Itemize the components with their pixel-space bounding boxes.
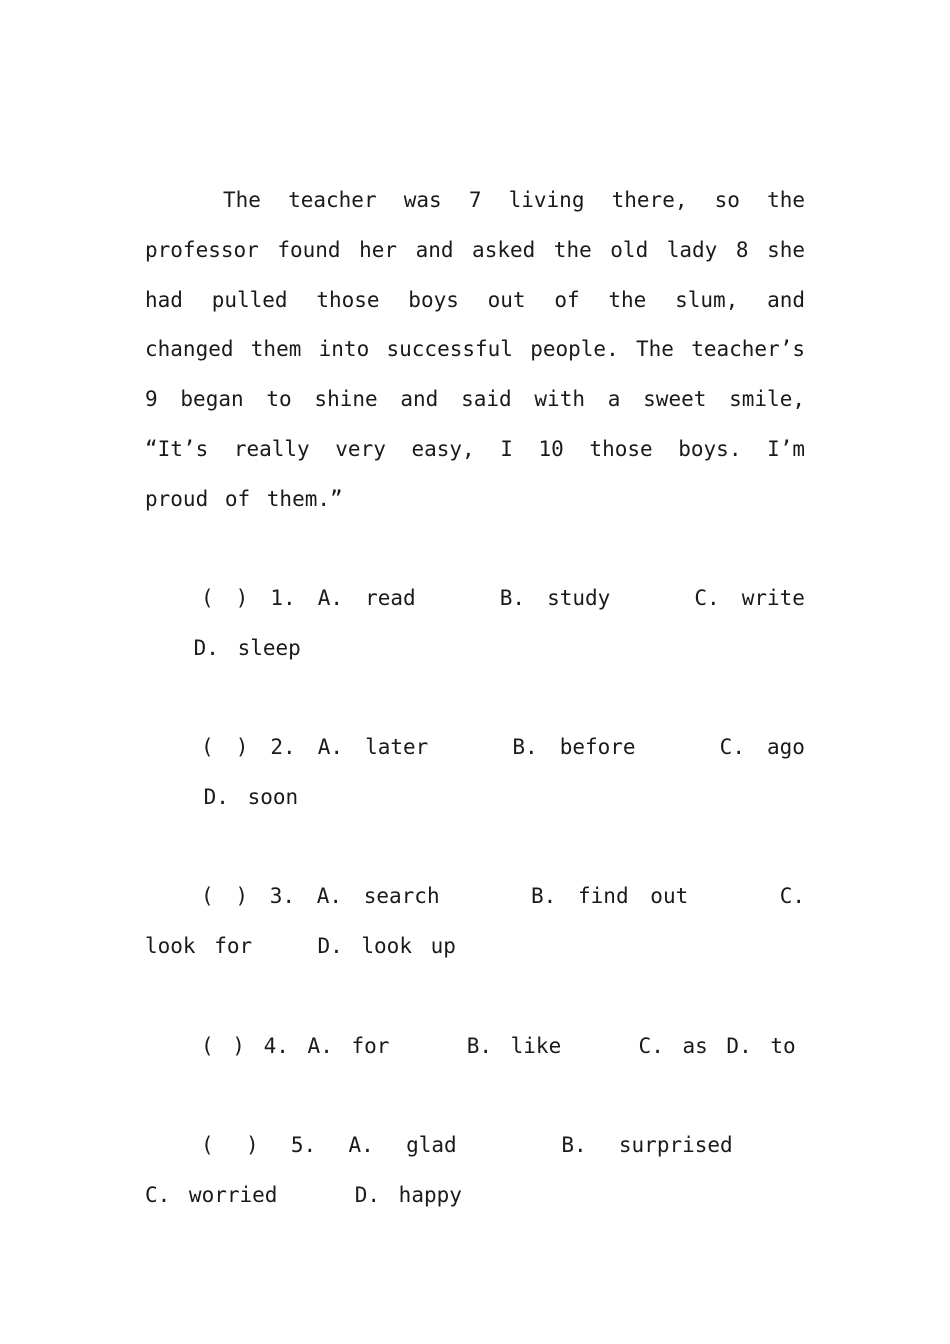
answer-blank: ( ) [201, 1133, 259, 1157]
question-3 [145, 872, 805, 972]
option-c: C. as [638, 1034, 708, 1058]
answer-blank: ( ) [201, 884, 248, 908]
option-a: A. glad [348, 1133, 457, 1157]
option-b: B. study [499, 586, 611, 610]
question-number: 3. [269, 884, 296, 908]
answer-blank: ( ) [201, 1034, 245, 1058]
option-a: A. for [307, 1034, 390, 1058]
option-c: C. ago [719, 735, 805, 759]
option-d: D. soon [203, 784, 299, 809]
answer-blank: ( ) [201, 735, 249, 759]
option-b: B. find out [531, 884, 689, 908]
option-b: B. before [512, 735, 636, 759]
question-number: 1. [270, 586, 296, 610]
option-c: C. worried [145, 1182, 278, 1207]
option-c: C. write [694, 586, 805, 610]
option-a: A. later [317, 735, 429, 759]
option-d: D. happy [354, 1182, 462, 1207]
question-4 [145, 1022, 805, 1072]
option-b: B. like [466, 1034, 562, 1058]
option-d: D. sleep [193, 635, 301, 660]
option-c: C. look for [145, 884, 805, 958]
option-d: D. look up [317, 933, 456, 958]
question-5 [145, 1121, 805, 1221]
reading-passage: The teacher was 7 living there, so the professor found her and asked the old lady 8 she had pulled those boys out of the slum, and changed them into successful people. The teacher’s 9 began to shine and said with a sweet smile, “It’s really very easy, I 10 those boys. I’m proud of them.” [145, 188, 805, 511]
option-a: A. search [316, 884, 440, 908]
question-1 [145, 574, 805, 674]
option-b: B. surprised [561, 1133, 733, 1157]
question-number: 5. [290, 1133, 317, 1157]
option-a: A. read [317, 586, 416, 610]
option-d: D. to [726, 1034, 796, 1058]
question-number: 2. [270, 735, 296, 759]
answer-blank: ( ) [201, 586, 249, 610]
question-2 [145, 723, 805, 823]
question-number: 4. [263, 1034, 289, 1058]
